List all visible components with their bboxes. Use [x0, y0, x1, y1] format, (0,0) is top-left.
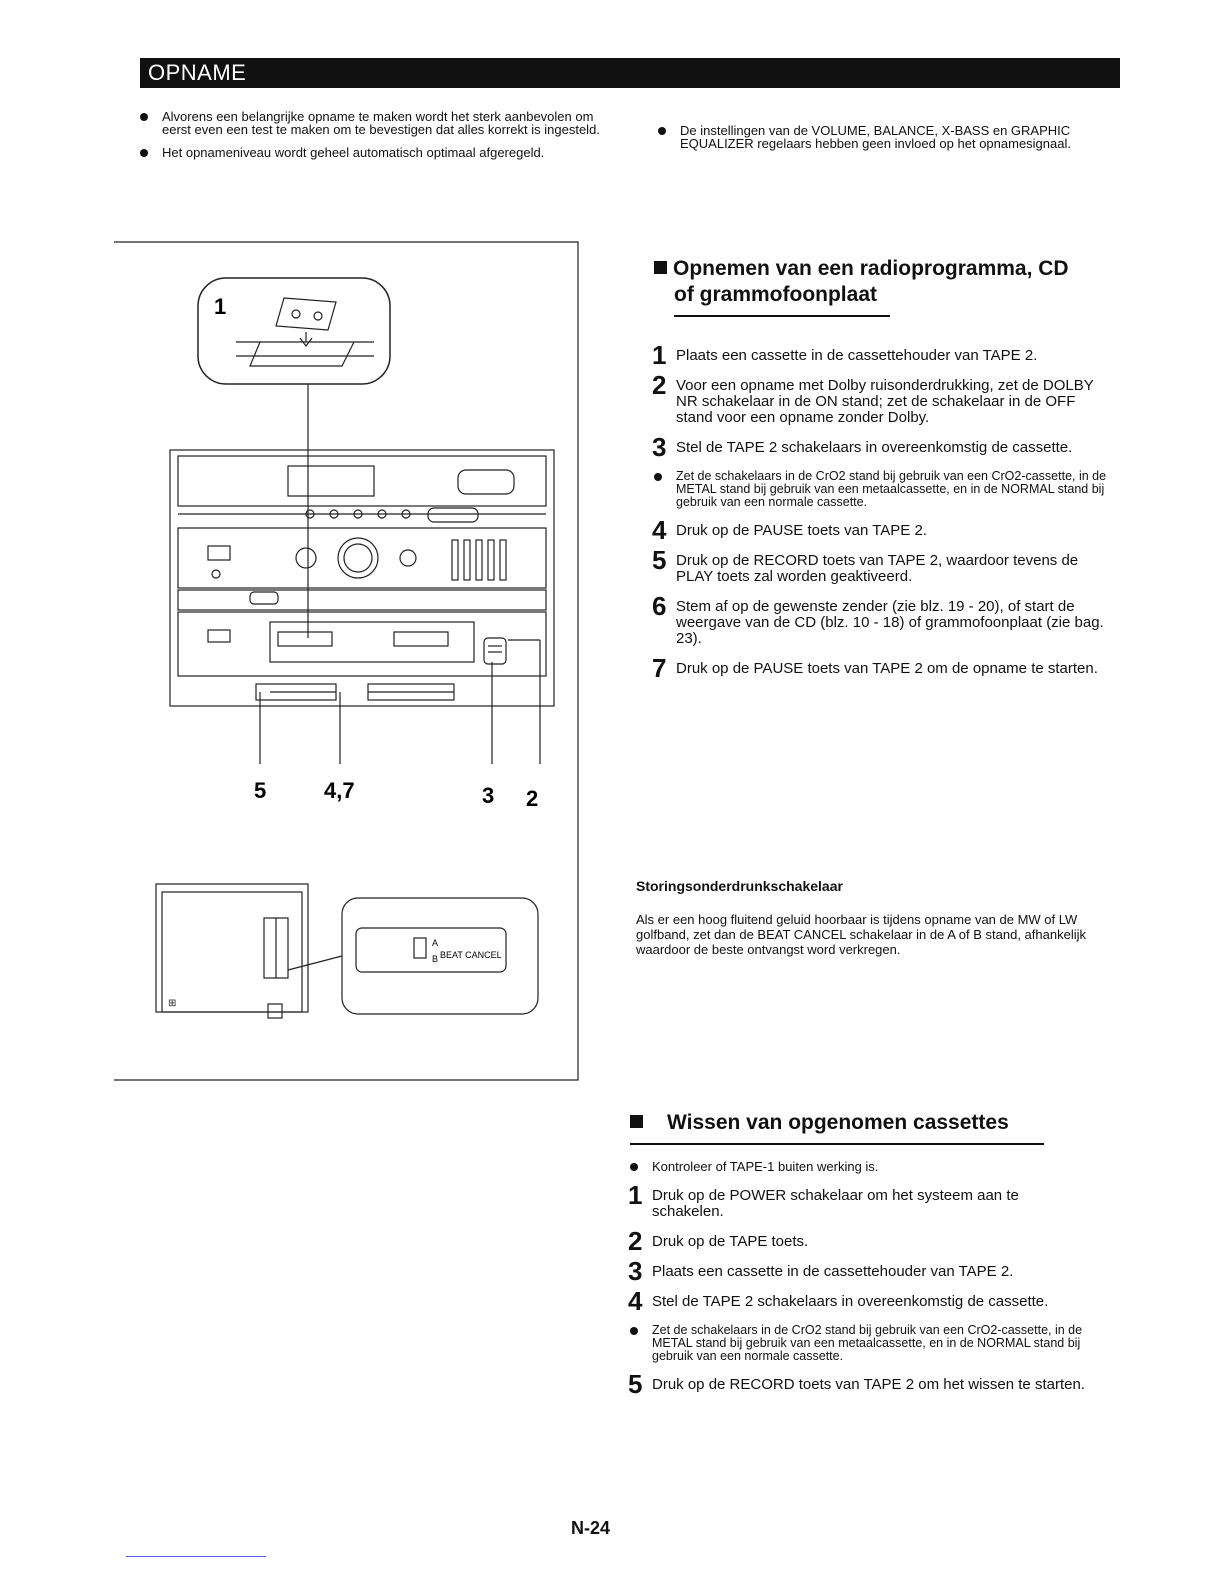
section-header-title: OPNAME — [148, 60, 247, 85]
figure-label: 4,7 — [324, 778, 355, 803]
step-item: 4 Druk op de PAUSE toets van TAPE 2. — [652, 515, 927, 545]
page-number: N-24 — [571, 1518, 611, 1538]
intro-left-item: Het opnameniveau wordt geheel automatisch optimaal afgeregeld. — [140, 146, 610, 159]
section2-bullet-list — [630, 1160, 1100, 1183]
square-bullet-icon — [654, 261, 667, 274]
intro-left-list — [140, 110, 610, 169]
section2-bullet: Kontroleer of TAPE-1 buiten werking is. — [630, 1160, 1100, 1173]
figure-label: 5 — [254, 778, 267, 803]
step-item: 7 Druk op de PAUSE toets van TAPE 2 om de opname te starten. — [652, 653, 1098, 683]
cassette-icon — [236, 298, 374, 366]
step-item: 4 Stel de TAPE 2 schakelaars in overeenkomstig de cassette. — [628, 1286, 1049, 1316]
step-note: Zet de schakelaars in de CrO2 stand bij gebruik van een CrO2-cassette, in de METAL stand bij gebruik van een metaalcassette, en in de NORMAL stand bij gebruik van een normale cassette. — [628, 1324, 1092, 1363]
figure-label: 2 — [526, 786, 539, 811]
svg-text:⊞: ⊞ — [168, 998, 177, 1009]
section1-title-line1: Opnemen van een radioprogramma, CD — [654, 258, 1069, 280]
step-item: 1 Plaats een cassette in de cassettehouder van TAPE 2. — [652, 340, 1038, 370]
section-header-bar — [140, 58, 1120, 88]
beat-cancel-label: BEAT CANCEL — [440, 950, 502, 960]
switch-position-b: B — [432, 954, 439, 964]
stereo-diagram — [110, 238, 582, 1083]
switch-position-a: A — [432, 938, 439, 948]
section1-underline — [674, 315, 890, 317]
section1-steps — [652, 340, 1114, 691]
section2-steps — [628, 1180, 1092, 1407]
step-item: 6 Stem af op de gewenste zender (zie blz. 19 - 20), of start de weergave van de CD (blz. 10 - 18) of grammofoonplaat (zie bag. 23). — [652, 591, 1104, 647]
callout-number: 1 — [214, 294, 227, 319]
intro-right-item: De instellingen van de VOLUME, BALANCE, X-BASS en GRAPHIC EQUALIZER regelaars hebben geen invloed op het opnamesignaal. — [658, 124, 1120, 150]
figure-label: 3 — [482, 783, 495, 808]
step-item: 1 Druk op de POWER schakelaar om het systeem aan te schakelen. — [628, 1180, 1019, 1220]
step-note: Zet de schakelaars in de CrO2 stand bij gebruik van een CrO2-cassette, in de METAL stand bij gebruik van een metaalcassette, en in de NORMAL stand bij gebruik van een normale cassette. — [652, 470, 1114, 509]
step-item: 2 Druk op de TAPE toets. — [628, 1226, 809, 1256]
bottom-rule — [126, 1556, 266, 1557]
interference-text: Als er een hoog fluitend geluid hoorbaar is tijdens opname van de MW of LW golfband, zet dan de BEAT CANCEL schakelaar in de A of B stand, afhankelijk waardoor de beste ontvangst word verkregen. — [636, 912, 1086, 957]
intro-left-item: Alvorens een belangrijke opname te maken wordt het sterk aanbevolen om eerst even een test te maken om te bevestigen dat alles korrekt is ingesteld. — [140, 110, 610, 136]
section2-underline — [630, 1143, 1044, 1145]
step-item: 5 Druk op de RECORD toets van TAPE 2 om het wissen te starten. — [628, 1369, 1085, 1399]
section1-title-line2: of grammofoonplaat — [674, 283, 877, 306]
leader-lines — [260, 384, 540, 764]
cassette-callout-box — [198, 278, 390, 384]
intro-right-list — [658, 124, 1120, 160]
step-item: 3 Stel de TAPE 2 schakelaars in overeenkomstig de cassette. — [652, 432, 1073, 462]
stereo-unit — [170, 450, 554, 706]
step-item: 2 Voor een opname met Dolby ruisonderdrukking, zet de DOLBY NR schakelaar in de ON stand; zet de schakelaar in de OFF stand voor een opname zonder Dolby. — [652, 370, 1094, 426]
square-bullet-icon — [630, 1115, 643, 1128]
section2-title: Wissen van opgenomen cassettes — [630, 1112, 1009, 1134]
interference-title: Storingsonderdrunkschakelaar — [636, 878, 843, 894]
step-item: 3 Plaats een cassette in de cassettehouder van TAPE 2. — [628, 1256, 1014, 1286]
step-item: 5 Druk op de RECORD toets van TAPE 2, waardoor tevens de PLAY toets zal worden geaktiveerd. — [652, 545, 1079, 585]
